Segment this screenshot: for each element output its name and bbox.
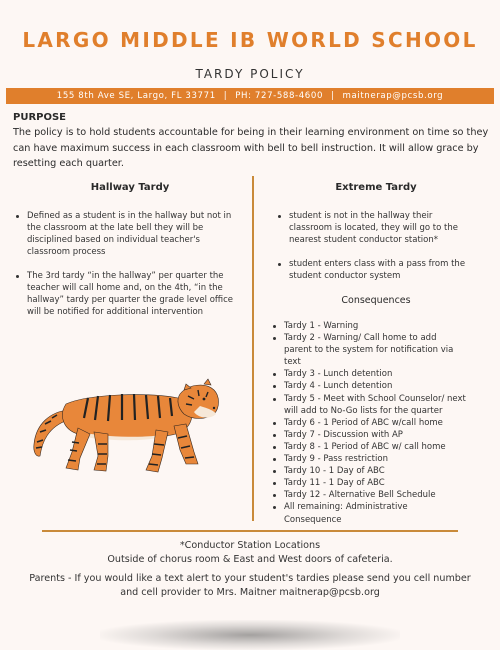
list-item: All remaining: Administrative Consequence xyxy=(272,501,467,525)
purpose-label: PURPOSE xyxy=(13,112,67,123)
list-item: Tardy 8 - 1 Period of ABC w/ call home xyxy=(272,441,467,453)
list-item: student enters class with a pass from the student conductor system xyxy=(277,258,477,282)
list-item: The 3rd tardy “in the hallway” per quarter the teacher will call home and, on the 4th, “in the hallway” tardy per quarter the grade level office will be notified for additional intervention xyxy=(15,270,237,318)
column-divider xyxy=(252,176,254,521)
email-text: maitnerap@pcsb.org xyxy=(342,91,444,101)
tiger-illustration xyxy=(28,372,223,477)
list-item: Tardy 10 - 1 Day of ABC xyxy=(272,465,467,477)
policy-title: TARDY POLICY xyxy=(195,67,305,81)
list-item: Tardy 7 - Discussion with AP xyxy=(272,429,467,441)
parents-note: Parents - If you would like a text alert to your student's tardies please send you cell number and cell provider to Mrs. Maitner maitnerap@pcsb.org xyxy=(29,573,471,598)
address-text: 155 8th Ave SE, Largo, FL 33771 xyxy=(56,91,216,101)
hallway-tardy-heading: Hallway Tardy xyxy=(90,182,170,193)
hallway-tardy-list xyxy=(15,210,237,330)
list-item: Tardy 4 - Lunch detention xyxy=(272,380,467,392)
separator: | xyxy=(331,91,335,101)
separator: | xyxy=(223,91,228,101)
list-item: Tardy 12 - Alternative Bell Schedule xyxy=(272,489,467,501)
list-item: Tardy 9 - Pass restriction xyxy=(272,453,467,465)
list-item: student is not in the hallway their classroom is located, they will go to the nearest student conductor station* xyxy=(277,210,477,246)
extreme-tardy-list xyxy=(277,210,477,294)
list-item: Tardy 1 - Warning xyxy=(272,320,467,332)
extreme-tardy-heading: Extreme Tardy xyxy=(335,182,417,193)
purpose-text: The policy is to hold students accountable for being in their learning environment on time so they can have maximum success in each classroom with bell to bell instruction. It will allow grace by resetting each quarter. xyxy=(13,127,489,169)
list-item: Tardy 11 - 1 Day of ABC xyxy=(272,477,467,489)
conductor-station-title: *Conductor Station Locations xyxy=(179,540,321,551)
list-item: Tardy 2 - Warning/ Call home to add parent to the system for notification via text xyxy=(272,332,467,368)
list-item: Defined as a student is in the hallway but not in the classroom at the late bell they will be disciplined based on individual teacher's classroom process xyxy=(15,210,237,258)
contact-bar xyxy=(6,88,494,104)
phone-text: PH: 727-588-4600 xyxy=(235,91,324,101)
list-item: Tardy 6 - 1 Period of ABC w/call home xyxy=(272,417,467,429)
list-item: Tardy 3 - Lunch detention xyxy=(272,368,467,380)
page-shadow xyxy=(100,620,400,650)
list-item: Tardy 5 - Meet with School Counselor/ next will add to No-Go lists for the quarter xyxy=(272,393,467,417)
section-divider xyxy=(42,530,458,532)
consequences-heading: Consequences xyxy=(341,295,411,306)
conductor-station-locations: Outside of chorus room & East and West doors of cafeteria. xyxy=(107,554,393,565)
school-title: LARGO MIDDLE IB WORLD SCHOOL xyxy=(22,28,478,52)
consequences-list xyxy=(272,320,467,526)
